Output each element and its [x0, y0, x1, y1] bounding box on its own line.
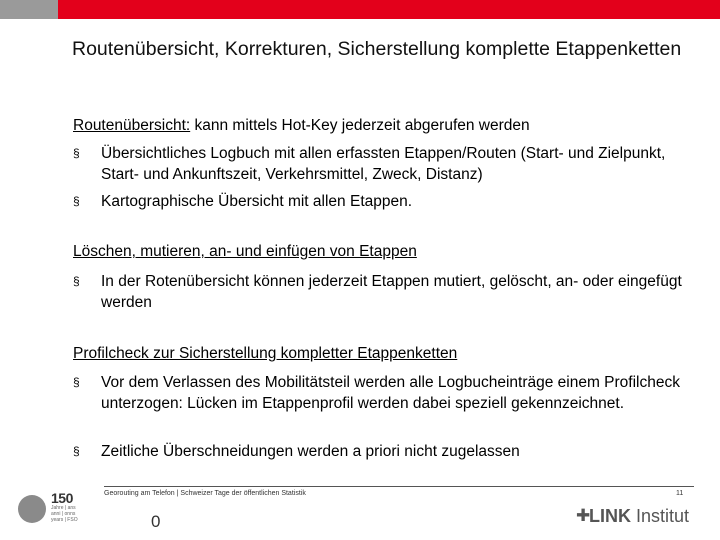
header-bar-red	[58, 0, 720, 19]
bullet-icon: §	[73, 274, 80, 288]
bullet-item	[73, 143, 703, 185]
logo-number: 150	[51, 490, 73, 506]
logo-line: years | FSO	[51, 517, 78, 523]
link-institut-logo	[576, 505, 696, 529]
header-bar-grey	[0, 0, 58, 19]
bullet-icon: §	[73, 375, 80, 389]
link-logo-text	[589, 505, 689, 527]
bullet-icon: §	[73, 146, 80, 160]
bullet-icon: §	[73, 444, 80, 458]
logo-line: Jahre | ans	[51, 505, 76, 511]
bullet-item	[73, 271, 703, 313]
bullet-text: Vor dem Verlassen des Mobilitätsteil werden alle Logbucheinträge einem Profilcheck unterzogen: Lücken im Etappenprofil werden dabei speziell gekennzeichnet.	[101, 374, 680, 412]
slide-title: Routenübersicht, Korrekturen, Sicherstellung komplette Etappenketten	[72, 38, 682, 60]
section-heading-routenuebersicht	[73, 116, 530, 136]
logo-line: anni | onns	[51, 511, 76, 517]
bullet-item	[73, 191, 703, 212]
page-number: 11	[676, 490, 684, 497]
bullet-item	[73, 372, 703, 414]
bullet-text: Kartographische Übersicht mit allen Etappen.	[101, 193, 413, 210]
section-heading-rest: kann mittels Hot-Key jederzeit abgerufen werden	[190, 117, 530, 134]
footer-text: Georouting am Telefon | Schweizer Tage der öffentlichen Statistik	[104, 490, 306, 497]
section-heading-label: Routenübersicht:	[73, 117, 191, 134]
footer-zero-mark: 0	[151, 512, 161, 531]
logo-circle-icon	[18, 495, 46, 523]
footer-divider	[104, 486, 694, 487]
link-logo-brand: LINK	[589, 506, 631, 526]
section-heading-loeschen: Löschen, mutieren, an- und einfügen von Etappen	[73, 243, 417, 260]
logo-150-years	[16, 490, 98, 534]
cross-icon: ✚	[576, 506, 591, 525]
section-heading-profilcheck: Profilcheck zur Sicherstellung kompletter Etappenketten	[73, 345, 458, 362]
bullet-text: Übersichtliches Logbuch mit allen erfassten Etappen/Routen (Start- und Zielpunkt, Start- und Ankunftszeit, Verkehrsmittel, Zweck, Distanz)	[101, 145, 666, 183]
bullet-icon: §	[73, 194, 80, 208]
bullet-text: In der Rotenübersicht können jederzeit Etappen mutiert, gelöscht, an- oder eingefügt werden	[101, 273, 682, 311]
link-logo-institute: Institut	[636, 506, 690, 526]
bullet-item	[73, 441, 703, 462]
logo-lines	[51, 505, 78, 523]
bullet-text: Zeitliche Überschneidungen werden a priori nicht zugelassen	[101, 443, 520, 460]
